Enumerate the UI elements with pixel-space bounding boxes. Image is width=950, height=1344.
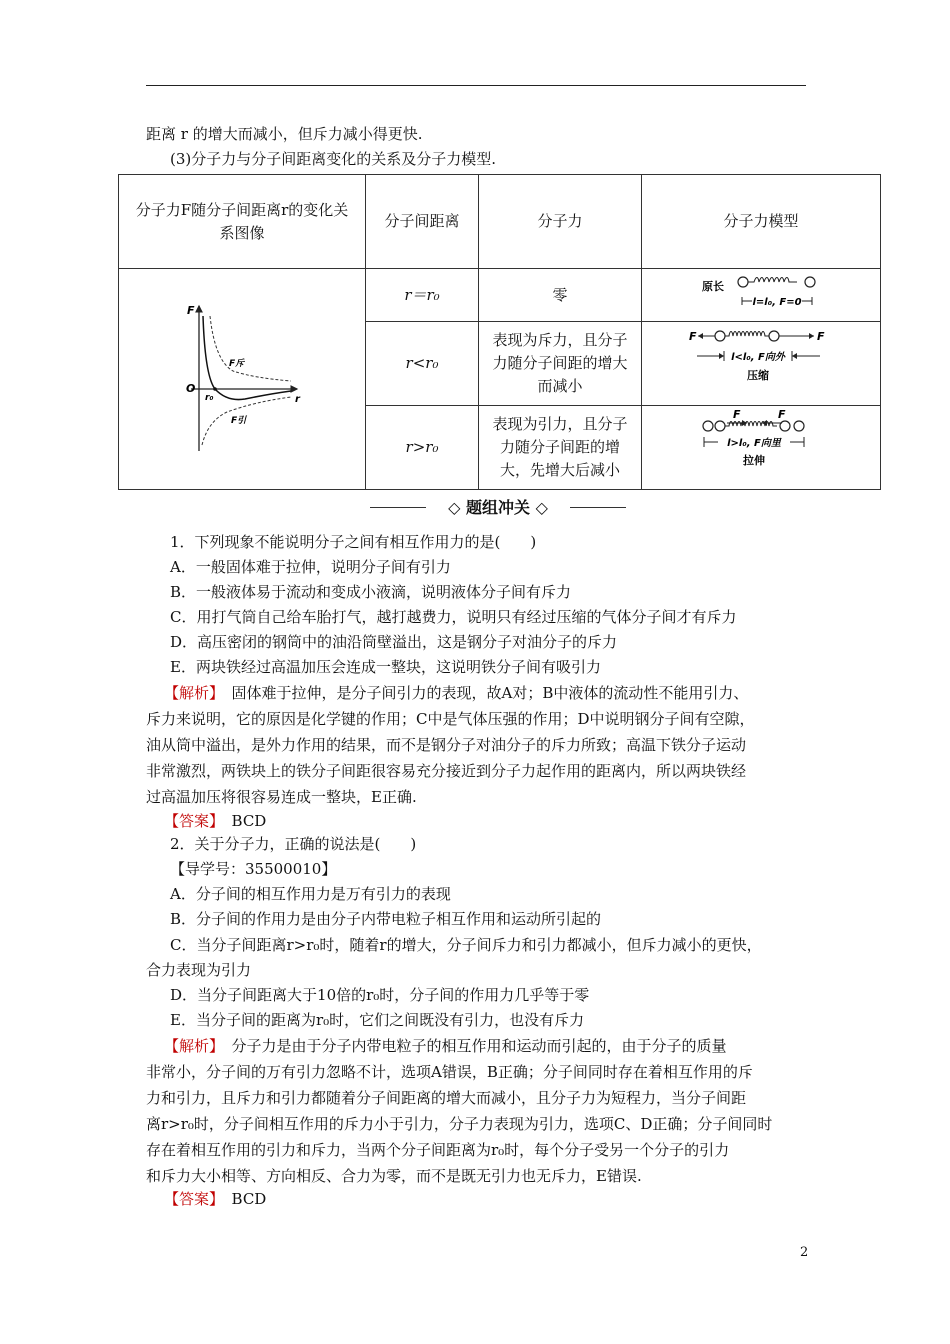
- q1-option-c: C．用打气筒自己给车胎打气，越打越费力，说明只有经过压缩的气体分子间才有斥力: [170, 608, 737, 626]
- rest-length-label: 原长: [702, 280, 724, 293]
- header-model: 分子力模型: [642, 175, 881, 269]
- q2-analysis-label: 【解析】: [164, 1037, 217, 1055]
- q1-analysis-line-1: 【解析】 固体难于拉伸，是分子间引力的表现，故A对；B中液体的流动性不能用引力、: [164, 684, 749, 702]
- q1-answer: [164, 811, 266, 831]
- q2-analysis-line-6: 和斥力大小相等、方向相反、合力为零，而不是既无引力也无斥力，E错误.: [146, 1167, 642, 1185]
- compress-force-right: F: [817, 330, 825, 343]
- q2-option-d: D．当分子间距离大于10倍的r₀时，分子间的作用力几乎等于零: [170, 986, 590, 1004]
- stretch-condition: l>l₀, F向里: [727, 438, 781, 449]
- repulsive-curve: [210, 316, 291, 381]
- rest-condition: l=l₀, F=0: [752, 297, 802, 308]
- model-less: [642, 322, 881, 406]
- q1-option-b: B．一般液体易于流动和变成小液滴，说明液体分子间有斥力: [170, 583, 572, 601]
- stretch-force-right: F: [778, 408, 786, 421]
- q2-answer-value: BCD: [231, 1190, 267, 1208]
- distance-equal: r＝r₀: [366, 269, 479, 322]
- model-equal: [642, 269, 881, 322]
- q1-analysis-line-2: 斥力来说明，它的原因是化学键的作用；C中是气体压强的作用；D中说明钢分子间有空隙，: [146, 710, 755, 728]
- equilibrium-point: [213, 387, 217, 391]
- q1-analysis-line-3: 油从筒中溢出，是外力作用的结果，而不是钢分子对油分子的斥力所致；高温下铁分子运动: [146, 736, 747, 754]
- r0-label: r₀: [205, 392, 214, 403]
- intro-line-1: 距离 r 的增大而减小，但斥力减小得更快.: [146, 125, 423, 143]
- q2-analysis-line-4: 离r>r₀时，分子间相互作用的斥力小于引力，分子力表现为引力，选项C、D正确；分子间同时: [146, 1115, 773, 1133]
- y-axis-label: F: [187, 303, 195, 317]
- q2-option-c: C．当分子间距离r>r₀时，随着r的增大，分子间斥力和引力都减小，但斥力减小的更快，: [170, 936, 762, 954]
- compress-condition: l<l₀, F向外: [731, 352, 785, 363]
- q1-option-a: A．一般固体难于拉伸，说明分子间有引力: [170, 558, 451, 576]
- intro-line-2: (3)分子力与分子间距离变化的关系及分子力模型.: [170, 150, 497, 168]
- q2-analysis-line-1: 【解析】 分子力是由于分子内带电粒子的相互作用和运动而引起的，由于分子的质量: [164, 1037, 727, 1055]
- stretch-force-left: F: [733, 408, 741, 421]
- q2-answer-label: 【答案】: [164, 1190, 217, 1208]
- q1-analysis-label: 【解析】: [164, 684, 217, 702]
- q2-option-b: B．分子间的作用力是由分子内带电粒子相互作用和运动所引起的: [170, 910, 602, 928]
- force-graph-cell: [119, 269, 366, 490]
- header-rule: [146, 85, 806, 86]
- repulsive-label: F斥: [229, 358, 245, 369]
- section-title: ◇ 题组冲关 ◇: [448, 498, 548, 517]
- page-number: 2: [800, 1245, 809, 1260]
- force-distance-graph: [129, 281, 355, 471]
- q1-analysis-line-4: 非常激烈，两铁块上的铁分子间距很容易充分接近到分子力起作用的距离内，所以两块铁经: [146, 762, 747, 780]
- force-table: [118, 174, 881, 490]
- spring-model-compressed: [642, 322, 880, 398]
- x-axis-label: r: [295, 393, 300, 405]
- q2-analysis-line-3: 力和引力，且斥力和引力都随着分子间距离的增大而减小，且分子力为短程力，当分子间距: [146, 1089, 747, 1107]
- spring-model-rest: [642, 269, 880, 314]
- q1-option-d: D．高压密闭的钢筒中的油沿筒壁溢出，这是钢分子对油分子的斥力: [170, 633, 618, 651]
- q2-option-e: E．当分子间的距离为r₀时，它们之间既没有引力，也没有斥力: [170, 1011, 585, 1029]
- net-force-curve: [203, 316, 291, 400]
- compress-force-left: F: [689, 330, 697, 343]
- distance-greater: r>r₀: [366, 406, 479, 490]
- distance-less: r<r₀: [366, 322, 479, 406]
- q2-analysis-line-2: 非常小，分子间的万有引力忽略不计，选项A错误，B正确；分子间同时存在着相互作用的斥: [146, 1063, 753, 1081]
- q1-option-e: E．两块铁经过高温加压会连成一整块，这说明铁分子间有吸引力: [170, 658, 601, 676]
- section-heading: [370, 496, 626, 520]
- force-less: 表现为斥力，且分子力随分子间距的增大而减小: [479, 322, 642, 406]
- model-greater: [642, 406, 881, 490]
- force-greater: 表现为引力，且分子力随分子间距的增大，先增大后减小: [479, 406, 642, 490]
- header-graph: 分子力F随分子间距离r的变化关系图像: [119, 175, 366, 269]
- spring-model-stretched: [642, 406, 880, 482]
- attractive-curve: [202, 397, 291, 445]
- q2-option-a: A．分子间的相互作用力是万有引力的表现: [170, 885, 451, 903]
- q2-answer: [164, 1189, 266, 1209]
- q2-analysis-line-5: 存在着相互作用的引力和斥力，当两个分子间距离为r₀时，每个分子受另一个分子的引力: [146, 1141, 730, 1159]
- header-distance: 分子间距离: [366, 175, 479, 269]
- q1-answer-value: BCD: [231, 812, 267, 830]
- attractive-label: F引: [231, 415, 247, 426]
- q2-option-c-cont: 合力表现为引力: [146, 961, 252, 979]
- force-equal: 零: [479, 269, 642, 322]
- header-force: 分子力: [479, 175, 642, 269]
- q2-stem: 2．关于分子力，正确的说法是( ): [170, 835, 417, 853]
- stretch-caption: 拉伸: [743, 454, 765, 467]
- q1-analysis-line-5: 过高温加压将很容易连成一整块，E正确.: [146, 788, 417, 806]
- q1-stem: 1．下列现象不能说明分子之间有相互作用力的是( ): [170, 533, 537, 551]
- compress-caption: 压缩: [747, 369, 769, 382]
- origin-label: O: [186, 381, 196, 395]
- q1-answer-label: 【答案】: [164, 812, 217, 830]
- q2-guide-number: 【导学号：35500010】: [170, 860, 337, 878]
